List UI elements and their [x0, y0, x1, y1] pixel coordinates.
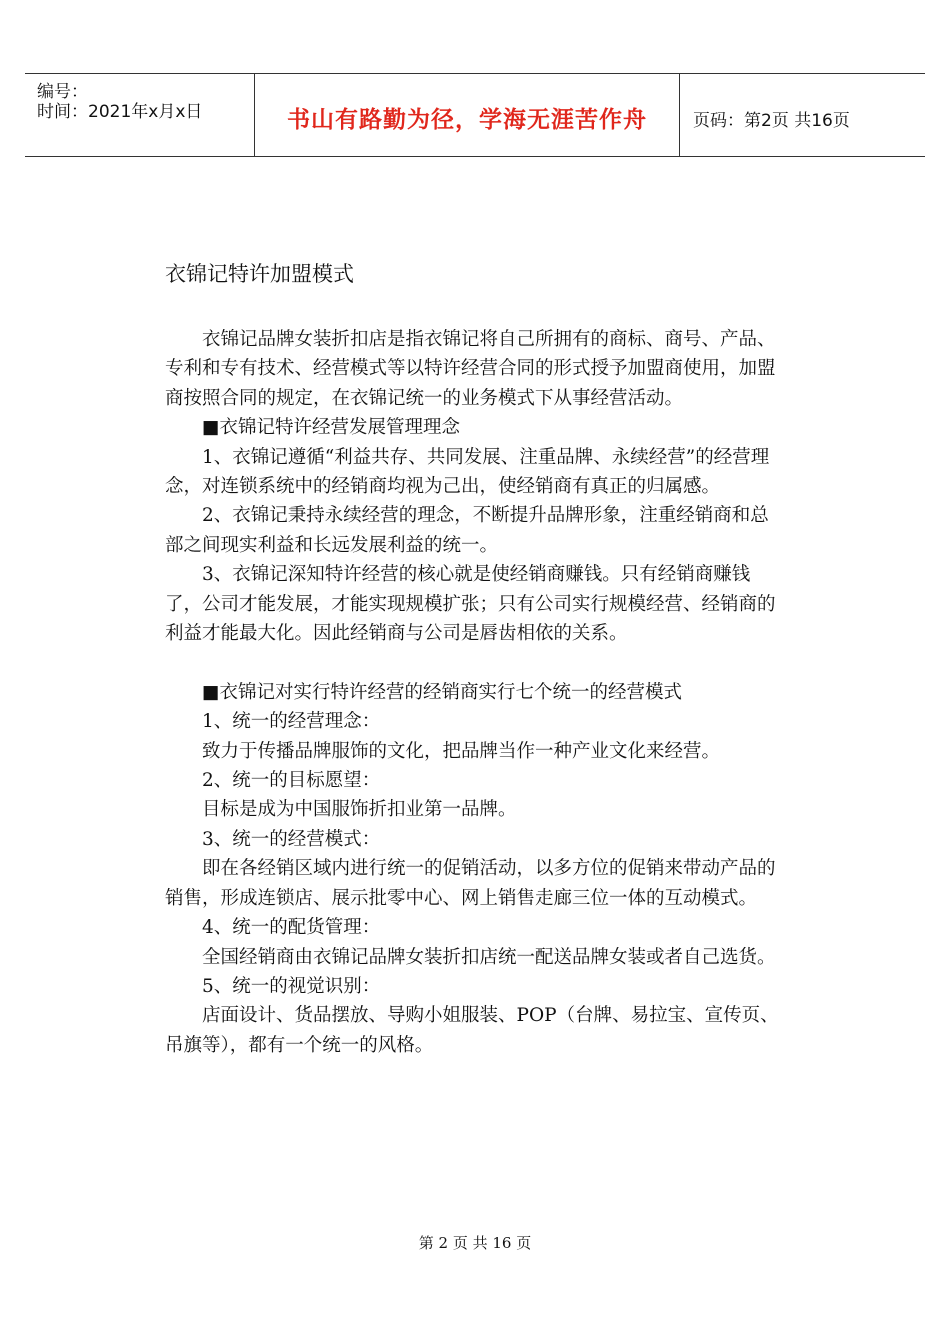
header-motto: 书山有路勤为径，学海无涯苦作舟	[287, 107, 647, 133]
paragraph: 目标是成为中国服饰折扣业第一品牌。	[202, 799, 517, 821]
header-meta	[37, 82, 202, 122]
section-heading: ■衣锦记对实行特许经营的经销商实行七个统一的经营模式	[202, 681, 682, 703]
spacer	[165, 648, 787, 677]
header-page-info: 页码：第2页 共16页	[693, 111, 850, 131]
paragraph: 店面设计、货品摆放、导购小姐服装、POP（台牌、易拉宝、宣传页、吊旗等），都有一个统一的风格。	[165, 1005, 779, 1056]
document-time-label: 时间：2021年x月x日	[37, 102, 203, 122]
paragraph: 3、衣锦记深知特许经营的核心就是使经销商赚钱。只有经销商赚钱了，公司才能发展，才能实现规模扩张；只有公司实行规模经营、经销商的利益才能最大化。因此经销商与公司是唇齿相依的关系。	[165, 564, 776, 645]
paragraph: 致力于传播品牌服饰的文化，把品牌当作一种产业文化来经营。	[202, 740, 721, 762]
header-table	[25, 73, 925, 157]
paragraph: 全国经销商由衣锦记品牌女装折扣店统一配送品牌女装或者自己选货。	[202, 946, 776, 968]
document-number-label: 编号：	[37, 82, 88, 102]
list-item-heading: 4、统一的配货管理：	[202, 917, 381, 939]
paragraph: 即在各经销区域内进行统一的促销活动，以多方位的促销来带动产品的销售，形成连锁店、展示批零中心、网上销售走廊三位一体的互动模式。	[165, 858, 776, 909]
page-footer: 第 2 页 共 16 页	[418, 1234, 532, 1252]
list-item-heading: 2、统一的目标愿望：	[202, 770, 381, 792]
list-item-heading: 3、统一的经营模式：	[202, 828, 381, 850]
document-body	[165, 325, 787, 1060]
document-title: 衣锦记特许加盟模式	[165, 262, 354, 286]
list-item-heading: 5、统一的视觉识别：	[202, 975, 381, 997]
paragraph: 1、衣锦记遵循“利益共存、共同发展、注重品牌、永续经营”的经营理念，对连锁系统中的经销商均视为己出，使经销商有真正的归属感。	[165, 446, 770, 498]
section-heading: ■衣锦记特许经营发展管理理念	[202, 417, 460, 439]
list-item-heading: 1、统一的经营理念：	[202, 711, 381, 733]
paragraph: 衣锦记品牌女装折扣店是指衣锦记将自己所拥有的商标、商号、产品、专利和专有技术、经营模式等以特许经营合同的形式授予加盟商使用，加盟商按照合同的规定，在衣锦记统一的业务模式下从事经营活动。	[165, 329, 776, 409]
header-divider	[679, 74, 680, 156]
paragraph: 2、衣锦记秉持永续经营的理念，不断提升品牌形象，注重经销商和总部之间现实利益和长远发展利益的统一。	[165, 505, 769, 556]
